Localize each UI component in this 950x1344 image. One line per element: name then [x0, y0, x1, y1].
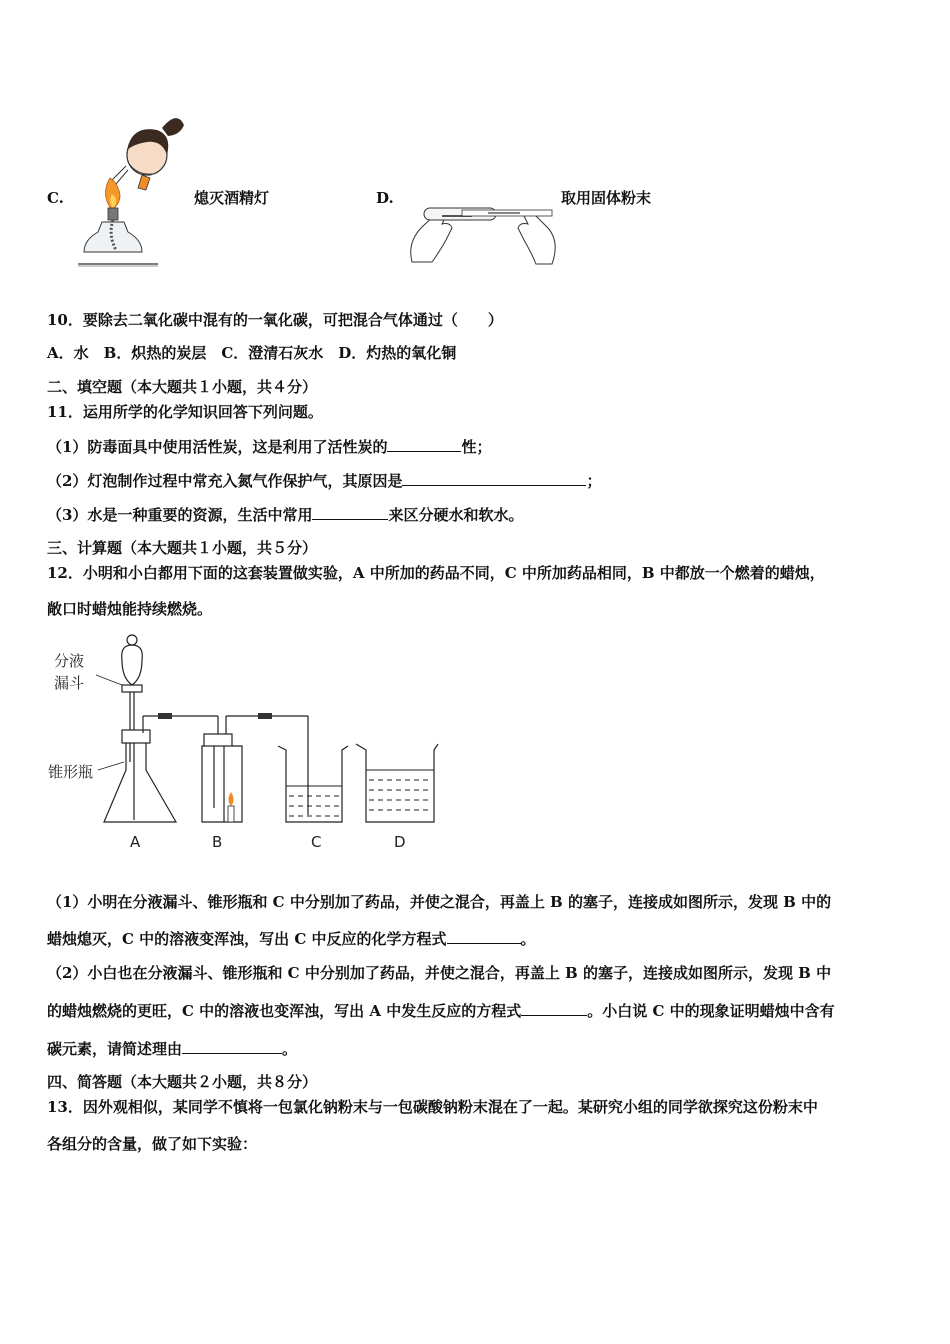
- question-11-part-3-text-b: 来区分硬水和软水。: [388, 506, 524, 524]
- answer-blank[interactable]: [387, 439, 461, 452]
- extinguish-lamp-illustration: [72, 100, 192, 270]
- question-12-part-1-line-2: [47, 931, 536, 947]
- flask-label: 锥形瓶: [48, 763, 94, 781]
- question-11-part-1-text-a: （1）防毒面具中使用活性炭，这是利用了活性炭的: [47, 438, 388, 456]
- question-12-part-2-text-d: 。: [282, 1040, 298, 1058]
- question-10-options: A．水 B．炽热的炭层 C．澄清石灰水 D．灼热的氧化铜: [47, 344, 457, 362]
- option-d-text: 取用固体粉末: [561, 189, 652, 207]
- answer-blank[interactable]: [402, 473, 586, 486]
- question-12-part-1-text-b: 。: [520, 930, 536, 948]
- question-11-part-1-text-b: 性；: [461, 438, 492, 456]
- label-c: C: [311, 833, 322, 851]
- funnel-label-line-1: 分液: [54, 652, 85, 670]
- question-12-part-2-line-3: [47, 1041, 297, 1057]
- question-10-stem: 10．要除去二氧化碳中混有的一氧化碳，可把混合气体通过（ ）: [47, 311, 503, 329]
- question-13-line-2: 各组分的含量，做了如下实验：: [47, 1135, 258, 1153]
- answer-blank[interactable]: [447, 931, 521, 944]
- question-12-part-2-line-1: （2）小白也在分液漏斗、锥形瓶和 C 中分别加了药品，并使之混合，再盖上 B 的塞子，连接成如图所示，发现 B 中: [47, 964, 832, 982]
- option-c-text: 熄灭酒精灯: [194, 189, 270, 207]
- question-13-line-1: 13．因外观相似，某同学不慎将一包氯化钠粉末与一包碳酸钠粉末混在了一起。某研究小组的同学欲探究这份粉末中: [47, 1098, 818, 1116]
- apparatus-diagram: [46, 630, 446, 855]
- answer-blank[interactable]: [182, 1041, 282, 1054]
- question-12-part-2-text-c: 碳元素，请简述理由: [47, 1040, 183, 1058]
- question-12-line-1: 12．小明和小白都用下面的这套装置做实验，A 中所加的药品不同，C 中所加药品相同，B 中都放一个燃着的蜡烛，: [47, 564, 825, 582]
- option-d-letter: D.: [376, 189, 394, 207]
- question-12-part-1-text-a: 蜡烛熄灭，C 中的溶液变浑浊，写出 C 中反应的化学方程式: [47, 930, 447, 948]
- funnel-label-line-2: 漏斗: [54, 674, 85, 692]
- option-c-letter: C.: [47, 189, 64, 207]
- question-11-part-3-text-a: （3）水是一种重要的资源，生活中常用: [47, 506, 313, 524]
- question-11-part-3: [47, 507, 523, 523]
- answer-blank[interactable]: [312, 507, 388, 520]
- question-11-part-1: [47, 439, 491, 455]
- question-11-part-2-text-a: （2）灯泡制作过程中常充入氮气作保护气，其原因是: [47, 472, 403, 490]
- section-4-title: 四、简答题（本大题共２小题，共８分）: [47, 1073, 318, 1091]
- section-2-title: 二、填空题（本大题共１小题，共４分）: [47, 378, 318, 396]
- question-12-part-2-text-b: 。小白说 C 中的现象证明蜡烛中含有: [587, 1002, 835, 1020]
- question-12-part-1-line-1: （1）小明在分液漏斗、锥形瓶和 C 中分别加了药品，并使之混合，再盖上 B 的塞子，连接成如图所示，发现 B 中的: [47, 893, 832, 911]
- powder-test-tube-illustration: [402, 192, 562, 268]
- question-11-part-2-text-b: ；: [586, 472, 602, 490]
- section-3-title: 三、计算题（本大题共１小题，共５分）: [47, 539, 318, 557]
- question-11-part-2: [47, 473, 601, 489]
- question-12-line-2: 敞口时蜡烛能持续燃烧。: [47, 600, 213, 618]
- answer-blank[interactable]: [521, 1003, 587, 1016]
- label-b: B: [212, 833, 223, 851]
- label-d: D: [394, 833, 406, 851]
- question-12-part-2-line-2: [47, 1003, 835, 1019]
- question-11-stem: 11．运用所学的化学知识回答下列问题。: [47, 403, 323, 421]
- label-a: A: [130, 833, 141, 851]
- question-12-part-2-text-a: 的蜡烛燃烧的更旺，C 中的溶液也变浑浊，写出 A 中发生反应的方程式: [47, 1002, 522, 1020]
